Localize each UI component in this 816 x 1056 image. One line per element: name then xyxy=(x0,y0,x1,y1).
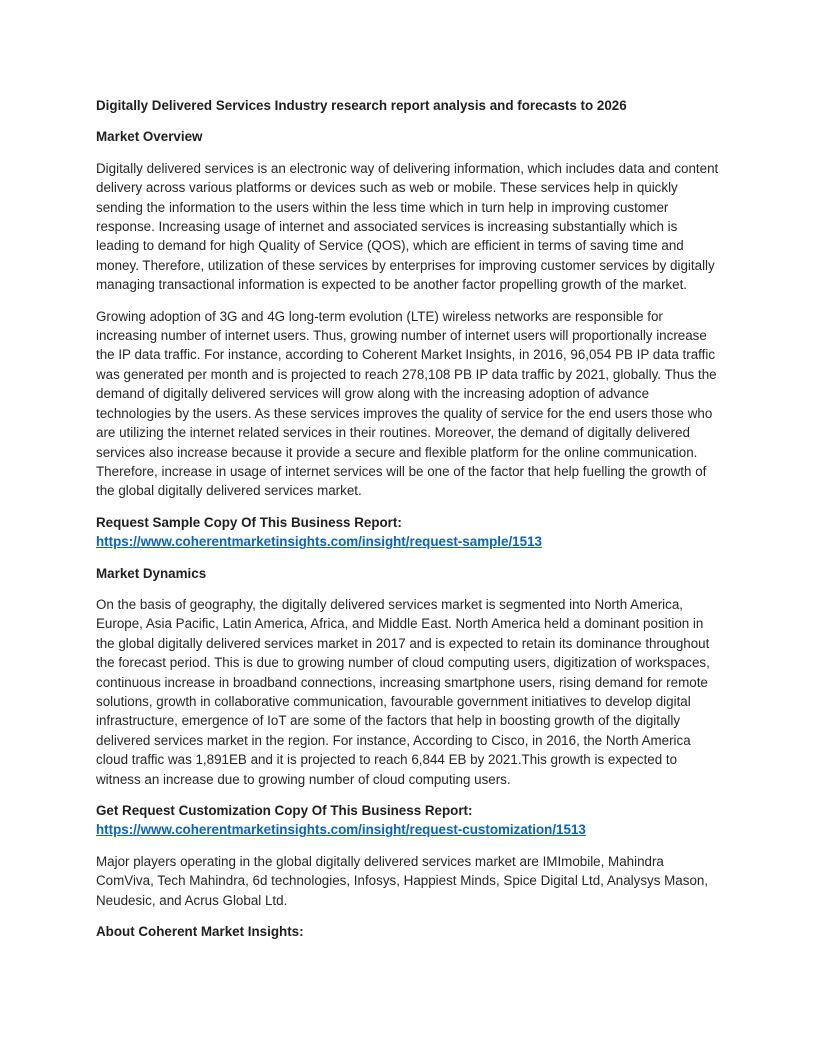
market-dynamics-paragraph: On the basis of geography, the digitally delivered services market is segmented into North America, Europe, Asia Pacific, Latin America, Africa, and Middle East. North America held a dominant position in the global digitally delivered services market in 2017 and is expected to retain its dominance throughout the forecast period. This is due to growing number of cloud computing users, digitization of workspaces, continuous increase in broadband connections, increasing smartphone users, rising demand for remote solutions, growth in collaborative communication, favourable government initiatives to develop digital infrastructure, emergence of IoT are some of the factors that help in boosting growth of the digitally delivered services market in the region. For instance, According to Cisco, in 2016, the North America cloud traffic was 1,891EB and it is projected to reach 6,844 EB by 2021.This growth is expected to witness an increase due to growing number of cloud computing users. xyxy=(96,596,710,787)
sample-request-link[interactable]: https://www.coherentmarketinsights.com/insight/request-sample/1513 xyxy=(96,534,542,550)
sample-request-block xyxy=(96,513,720,552)
major-players-paragraph: Major players operating in the global digitally delivered services market are IMImobile, Mahindra ComViva, Tech Mahindra, 6d technologies, Infosys, Happiest Minds, Spice Digital Ltd, Analysys Mason, Neudesic, and Acrus Global Ltd. xyxy=(96,853,709,908)
sample-request-label: Request Sample Copy Of This Business Report: xyxy=(96,514,402,530)
customization-request-label: Get Request Customization Copy Of This Business Report: xyxy=(96,803,473,818)
market-overview-paragraph-1: Digitally delivered services is an electronic way of delivering information, which includes data and content delivery across various platforms or devices such as web or mobile. These services help in quickly sending the information to the users within the less time which in turn help in improving customer response. Increasing usage of internet and associated services is increasing substantially which is leading to demand for high Quality of Service (QOS), which are efficient in terms of saving time and money. Therefore, utilization of these services by enterprises for improving customer services by digitally managing transactional information is expected to be another factor propelling growth of the market. xyxy=(96,160,719,293)
market-overview-paragraph-2: Growing adoption of 3G and 4G long-term evolution (LTE) wireless networks are responsible for increasing number of internet users. Thus, growing number of internet users will proportionally increase the IP data traffic. For instance, according to Coherent Market Insights, in 2016, 96,054 PB IP data traffic was generated per month and is projected to reach 278,108 PB IP data traffic by 2021, globally. Thus the demand of digitally delivered services will grow along with the increasing adoption of advance technologies by the users. As these services improves the quality of service for the end users those who are utilizing the internet related services in their routines. Moreover, the demand of digitally delivered services also increase because it provide a secure and flexible platform for the online communication. Therefore, increase in usage of internet services will be one of the factor that help fuelling the growth of the global digitally delivered services market. xyxy=(96,308,717,499)
market-overview-heading: Market Overview xyxy=(96,129,203,145)
customization-request-link[interactable]: https://www.coherentmarketinsights.com/insight/request-customization/1513 xyxy=(96,822,586,838)
market-dynamics-heading: Market Dynamics xyxy=(96,565,207,581)
about-heading: About Coherent Market Insights: xyxy=(96,924,304,940)
document-title: Digitally Delivered Services Industry research report analysis and forecasts to 2026 xyxy=(96,98,627,113)
customization-request-block xyxy=(96,801,720,840)
